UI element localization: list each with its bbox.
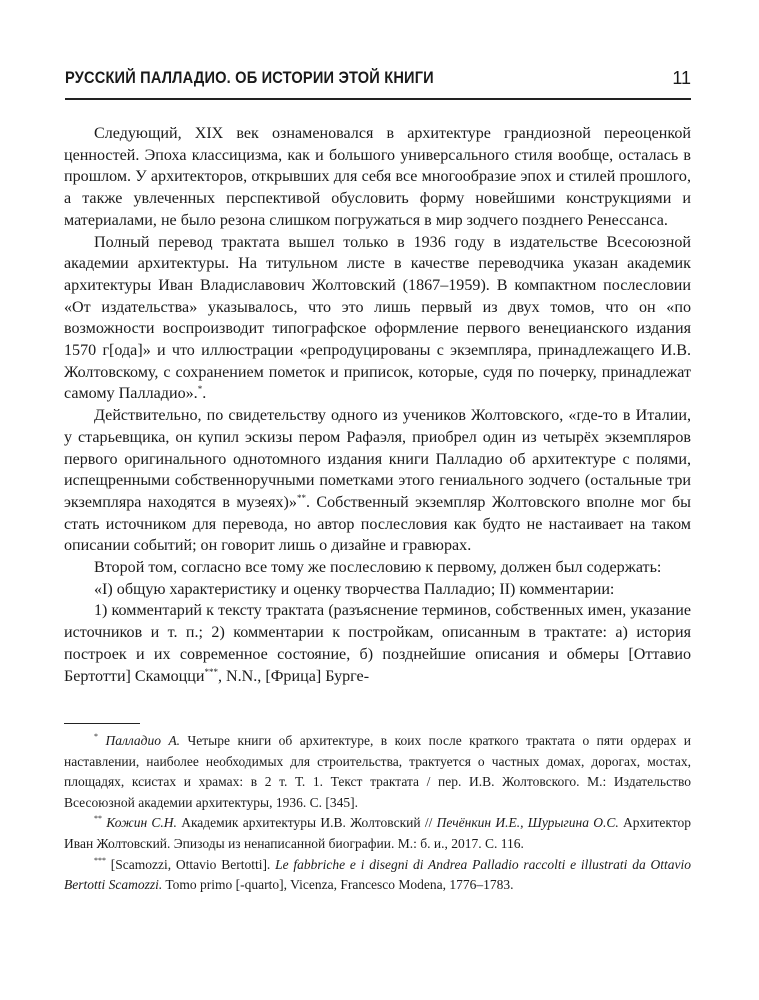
footnote-ref[interactable]: *** xyxy=(204,666,218,677)
paragraph-text: . Собственный экземпляр Жолтовского вполне мог бы стать источником для перевода, но автор послесловия как будто не настаивает на таком описании событий; он говорит лишь о дизайне и гравюрах. xyxy=(64,493,691,555)
paragraph-text: Действительно, по свидетельству одного из учеников Жолтовского, «где-то в Италии, у старьевщика, он купил эскизы пером Рафаэля, приобрел один из четырёх экземпляров первого оригинального однотомного издания книги Палладио об архитектуре с полями, испещренными собственноручными пометками этого гениального зодчего (остальные три экземпляра находятся в музеях)» xyxy=(64,407,691,511)
paragraph: Второй том, согласно все тому же послесловию к первому, должен был содержать: xyxy=(94,559,662,577)
page-number: 11 xyxy=(672,68,691,88)
footnote-separator xyxy=(64,723,140,724)
footnote-text: [Scamozzi, Ottavio Bertotti]. xyxy=(106,856,276,872)
footnote-author: Палладио А. xyxy=(105,733,181,748)
footnote-text: Четыре книги об архитектуре, в коих после краткого трактата о пяти ордерах и наставлении, наиболее необходимых для строительства, трактуется о частных домах, дорогах, мостах, площадях, ксистах и храмах: в 2 т. Т. 1. Текст трактата / пер. И.В. Жолтовского. М.: Издательство Всесоюзной академии архитектуры, 1936. С. [345]. xyxy=(64,733,692,810)
paragraph: «I) общую характеристику и оценку творчества Палладио; II) комментарии: xyxy=(94,580,615,598)
running-header xyxy=(65,62,691,100)
footnote-ref[interactable]: * xyxy=(197,384,203,395)
footnote xyxy=(64,731,691,813)
paragraph-text: , N.N., [Фрица] Бурге- xyxy=(217,667,370,685)
footnote-author: Кожин С.Н. xyxy=(106,815,177,831)
footnote xyxy=(64,855,691,896)
paragraph: Следующий, XIX век ознаменовался в архитектуре грандиозной переоценкой ценностей. Эпоха классицизма, как и большого универсального стиля вообще, осталась в прошлом. У архитекторов, открывших для себя все многообразие эпох и стилей прошлого, а также увлеченных перспективой обусловить форму новейшими конструкциями и материалами, не было резона слишком погружаться в мир зодчего позднего Ренессанса. xyxy=(64,125,691,229)
main-text xyxy=(64,123,691,687)
footnote-ref[interactable]: ** xyxy=(296,492,306,503)
footnote-author: Печёнкин И.Е., Шурыгина О.С. xyxy=(436,815,619,831)
footnote-title: Le fabbriche e i disegni di Andrea Palladio raccolti e illustrati da Ottavio Bertotti Scamozzi. xyxy=(64,856,691,893)
running-title: РУССКИЙ ПАЛЛАДИО. ОБ ИСТОРИИ ЭТОЙ КНИГИ xyxy=(65,68,434,87)
paragraph-text: Полный перевод трактата вышел только в 1936 году в издательстве Всесоюзной академии архитектуры. На титульном листе в качестве переводчика указан академик архитектуры Иван Владиславович Жолтовский (1867–1959). В компактном послесловии «От издательства» указывалось, что это лишь первый из двух томов, что он «по возможности воспроизводит типографское оформление первого венецианского издания 1570 г[ода]» и что иллюстрации «репродуцированы с экземпляра, принадлежащего И.В. Жолтовскому, с сохранением пометок и приписок, которые, судя по почерку, принадлежат самому Палладио». xyxy=(64,233,691,403)
footnote-mark: * xyxy=(94,732,98,741)
footnote-text: Архитектор Иван Жолтовский. Эпизоды из ненаписанной биографии. М.: б. и., 2017. С. 116. xyxy=(64,815,692,851)
footnote-text: Tomo primo [-quarto], Vicenza, Francesco Modena, 1776–1783. xyxy=(162,877,514,893)
footnote-mark: *** xyxy=(94,855,106,865)
footnote-text: Академик архитектуры И.В. Жолтовский // xyxy=(176,815,437,831)
paragraph: Полный перевод трактата вышел только в 1936 году в издательстве Всесоюзной академии архитектуры. На титульном листе в качестве переводчика указан академик архитектуры Иван Владиславович Жолтовский (1867–1959). В компактном послесловии «От издательства» указывалось, что это лишь первый из двух томов, что он «по возможности воспроизводит типографское оформление первого венецианского издания 1570 г[ода]» и что иллюстрации «репродуцированы с экземпляра, принадлежащего И.В. Жолтовскому, с сохранением пометок и приписок, которые, судя по почерку, принадлежат самому Палладио».*. xyxy=(64,233,691,403)
footnotes xyxy=(64,731,691,896)
footnote-mark: ** xyxy=(94,814,102,824)
paragraph xyxy=(64,405,691,557)
paragraph-text: 1) комментарий к тексту трактата (разъяснение терминов, собственных имен, указание источников и т. п.; 2) комментарии к постройкам, описанным в трактате: а) история построек и их современное состояние, б) позднейшие описания и обмеры [Оттавио Бертотти] Скамоцци xyxy=(64,602,691,685)
footnote xyxy=(64,813,691,854)
paragraph xyxy=(64,600,691,687)
